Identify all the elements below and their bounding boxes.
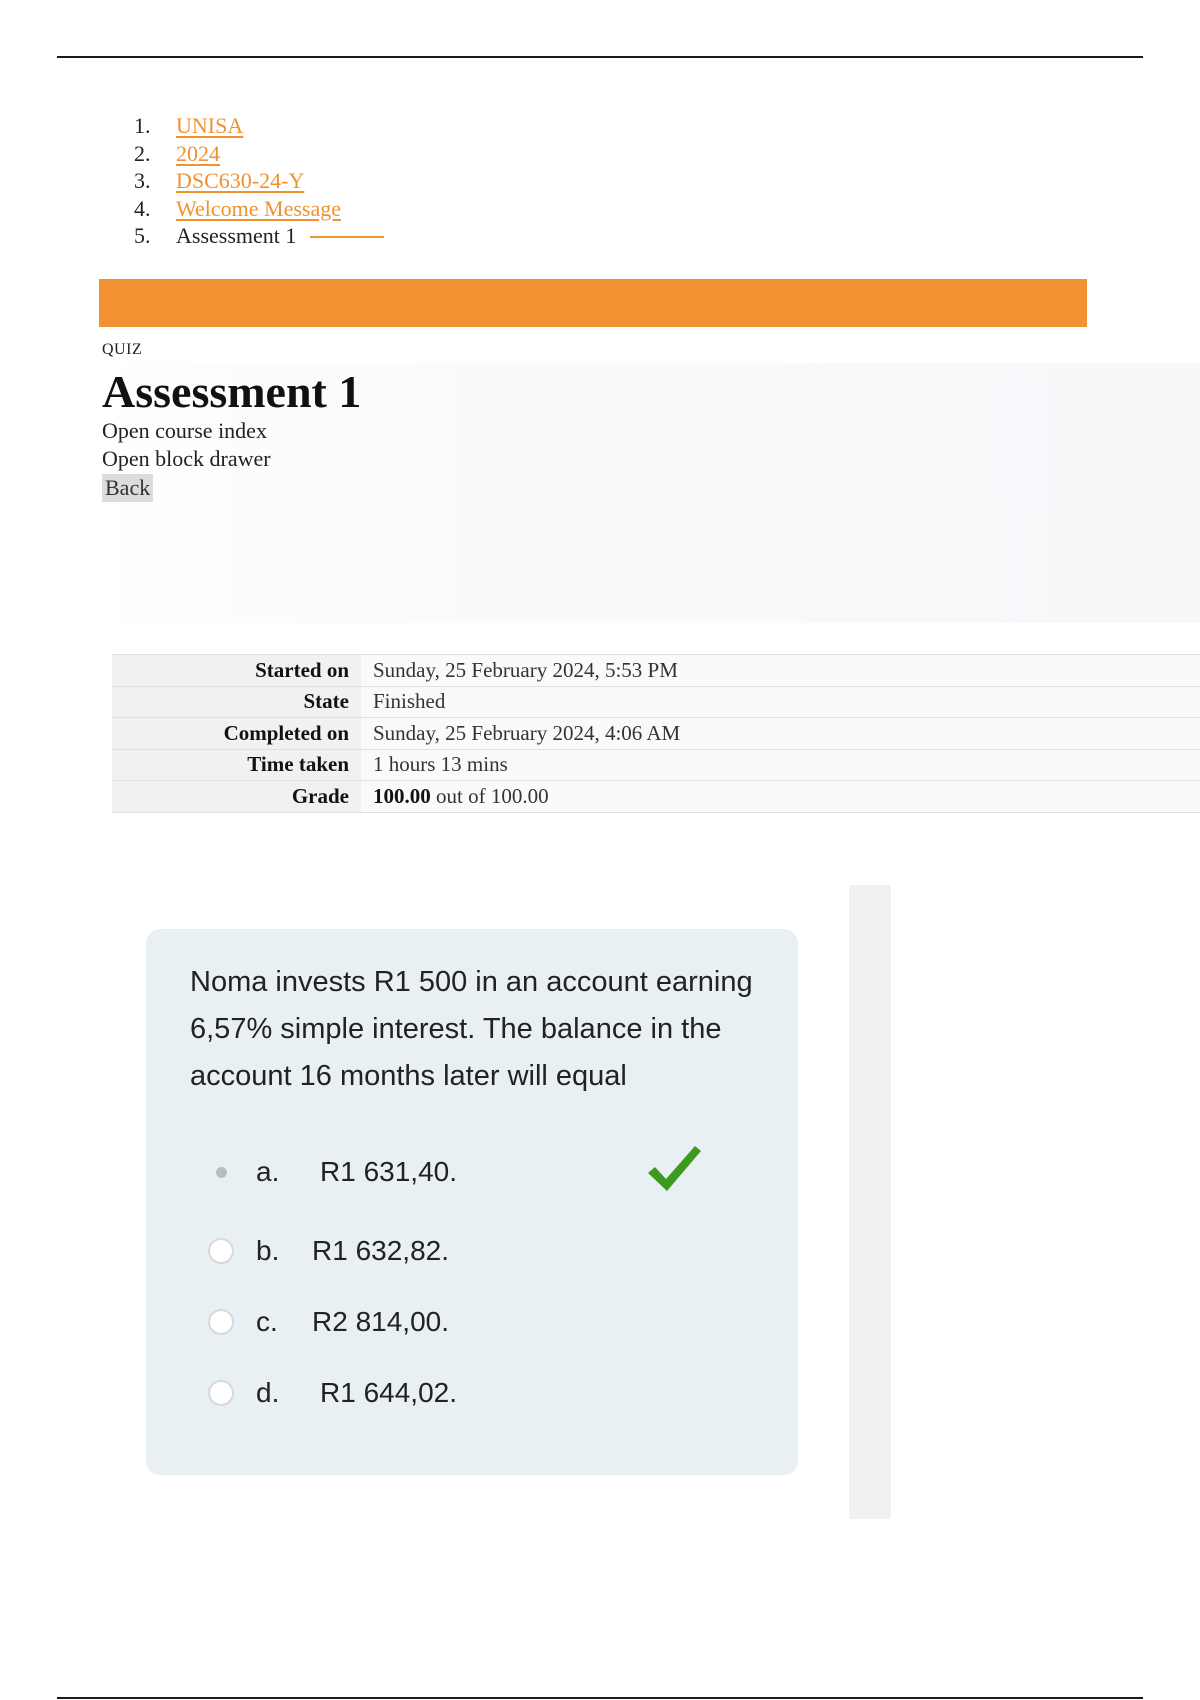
summary-value: 1 hours 13 mins <box>361 749 1200 781</box>
option-answer: R2 814,00. <box>312 1306 449 1337</box>
radio-icon[interactable] <box>208 1238 234 1264</box>
breadcrumb-number: 5. <box>134 223 151 248</box>
radio-selected-icon[interactable] <box>208 1159 234 1185</box>
option-answer: R1 632,82. <box>312 1235 449 1266</box>
breadcrumb-number: 2. <box>134 140 151 166</box>
breadcrumb-current: Assessment 1 <box>176 223 297 248</box>
summary-value: Sunday, 25 February 2024, 4:06 AM <box>361 718 1200 750</box>
activity-type-label: QUIZ <box>102 341 143 358</box>
open-block-drawer-button[interactable]: Open block drawer <box>102 446 271 471</box>
breadcrumb-link-unisa[interactable]: UNISA <box>176 113 244 138</box>
breadcrumb-link-course[interactable]: DSC630-24-Y <box>176 168 305 193</box>
page-bottom-rule <box>57 1697 1143 1699</box>
answer-option-b[interactable] <box>208 1231 449 1271</box>
back-button[interactable]: Back <box>102 474 153 502</box>
answer-options <box>146 0 798 1700</box>
option-answer: R1 631,40. <box>320 1156 457 1187</box>
breadcrumb-number: 3. <box>134 168 151 193</box>
option-letter: c. <box>256 1306 278 1337</box>
breadcrumb-link-welcome[interactable]: Welcome Message <box>176 195 341 221</box>
summary-label: State <box>112 686 361 718</box>
page-title: Assessment 1 <box>102 366 362 417</box>
summary-value: Sunday, 25 February 2024, 5:53 PM <box>361 655 1200 687</box>
answer-option-a[interactable] <box>208 1152 457 1192</box>
breadcrumb-link-year[interactable]: 2024 <box>176 140 220 166</box>
summary-value: Finished <box>361 686 1200 718</box>
option-letter: d. <box>256 1377 280 1408</box>
summary-label: Grade <box>112 781 361 813</box>
option-letter: a. <box>256 1156 280 1187</box>
breadcrumb-number: 4. <box>134 195 151 221</box>
correct-check-icon <box>645 1143 703 1195</box>
answer-option-c[interactable] <box>208 1302 449 1342</box>
radio-icon[interactable] <box>208 1380 234 1406</box>
option-letter: b. <box>256 1235 280 1266</box>
question-text: Noma invests R1 500 in an account earning 6,57% simple interest. The balance in the account 16 months later will equal <box>190 966 753 1092</box>
summary-label: Time taken <box>112 749 361 781</box>
summary-label: Completed on <box>112 718 361 750</box>
grade-total: out of 100.00 <box>430 783 549 808</box>
summary-label: Started on <box>112 655 361 687</box>
question-nav-strip <box>849 885 891 1519</box>
breadcrumb-number: 1. <box>134 113 151 138</box>
option-answer: R1 644,02. <box>320 1377 457 1408</box>
grade-score: 100.00 <box>373 783 431 808</box>
answer-option-d[interactable] <box>208 1373 457 1413</box>
radio-icon[interactable] <box>208 1309 234 1335</box>
open-course-index-button[interactable]: Open course index <box>102 418 267 443</box>
